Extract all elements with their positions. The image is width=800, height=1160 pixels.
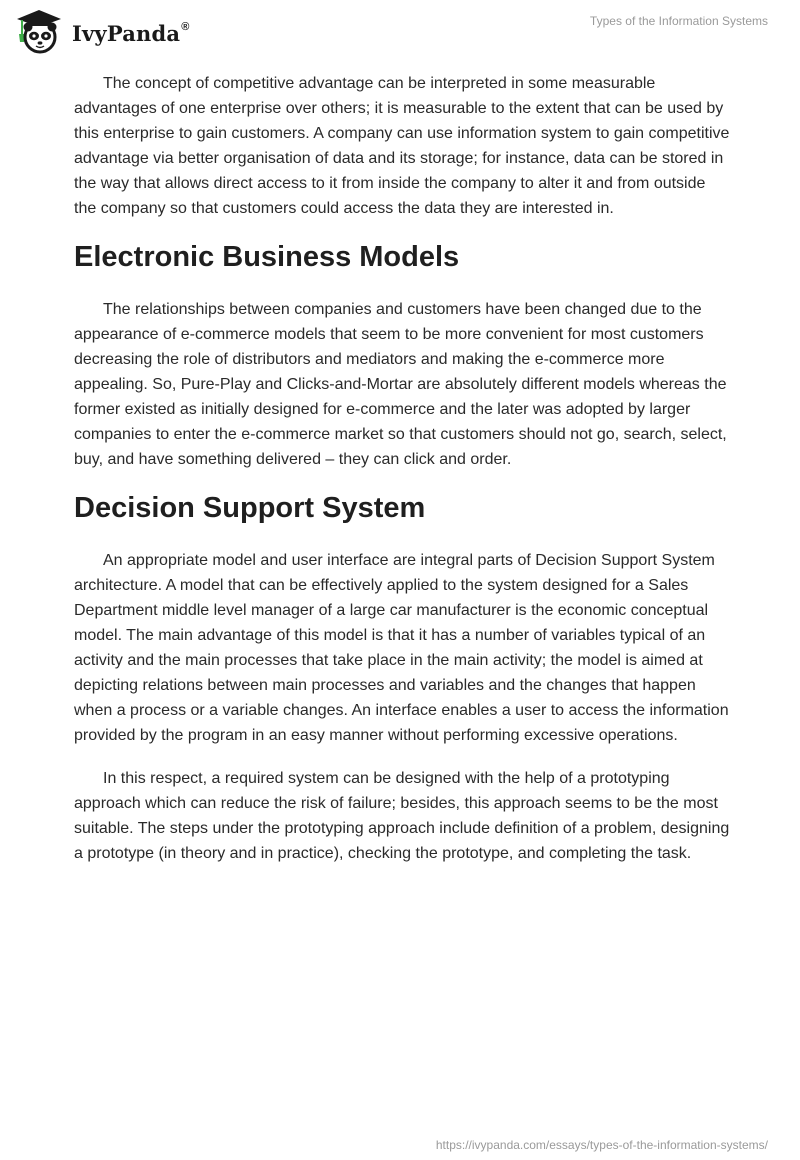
section-paragraph: An appropriate model and user interface are integral parts of Decision Support System architecture. A model that can be effectively applied to the system designed for a Sales Department middle level manager of a large car manufacturer is the economic conceptual model. The main advantage of this model is that it has a number of variables typical of an activity and the main processes that take place in the main activity; the model is aimed at depicting relations between main processes and variables and the changes that happen when a process or a variable changes. An interface enables a user to access the information provided by the program in an easy manner without performing excessive operations. (74, 552, 729, 744)
logo-text: IvyPanda® (72, 20, 190, 46)
document-title: Types of the Information Systems (589, 14, 768, 28)
essay-content (74, 71, 730, 884)
page-header (0, 0, 800, 60)
section-heading-electronic-business-models: Electronic Business Models (74, 241, 460, 273)
section-paragraph: In this respect, a required system can be designed with the help of a prototyping approach which can reduce the risk of failure; besides, this approach seems to be the most suitable. The steps under the prototyping approach include definition of a problem, designing a prototype (in theory and in practice), checking the prototype, and completing the task. (74, 770, 730, 862)
source-url[interactable]: https://ivypanda.com/essays/types-of-the-information-systems/ (435, 1138, 768, 1152)
ivypanda-logo[interactable] (14, 8, 190, 56)
section-heading-decision-support-system: Decision Support System (74, 492, 426, 524)
intro-paragraph: The concept of competitive advantage can be interpreted in some measurable advantages of one enterprise over others; it is measurable to the extent that can be used by this enterprise to gain customers. A company can use information system to gain competitive advantage via better organisation of data and its storage; for instance, data can be stored in the way that allows direct access to it from inside the company to alter it and from outside the company so that customers could access the data they are interested in. (74, 75, 730, 217)
section-paragraph: The relationships between companies and customers have been changed due to the appearance of e-commerce models that seem to be more convenient for most customers decreasing the role of distributors and mediators and making the e-commerce more appealing. So, Pure-Play and Clicks-and-Mortar are absolutely different models whereas the former existed as initially designed for e-commerce and the later was adopted by larger companies to enter the e-commerce market so that customers should not go, search, select, buy, and have something delivered – they can click and order. (74, 301, 727, 468)
registered-mark: ® (181, 20, 190, 33)
panda-graduate-icon (14, 8, 64, 56)
